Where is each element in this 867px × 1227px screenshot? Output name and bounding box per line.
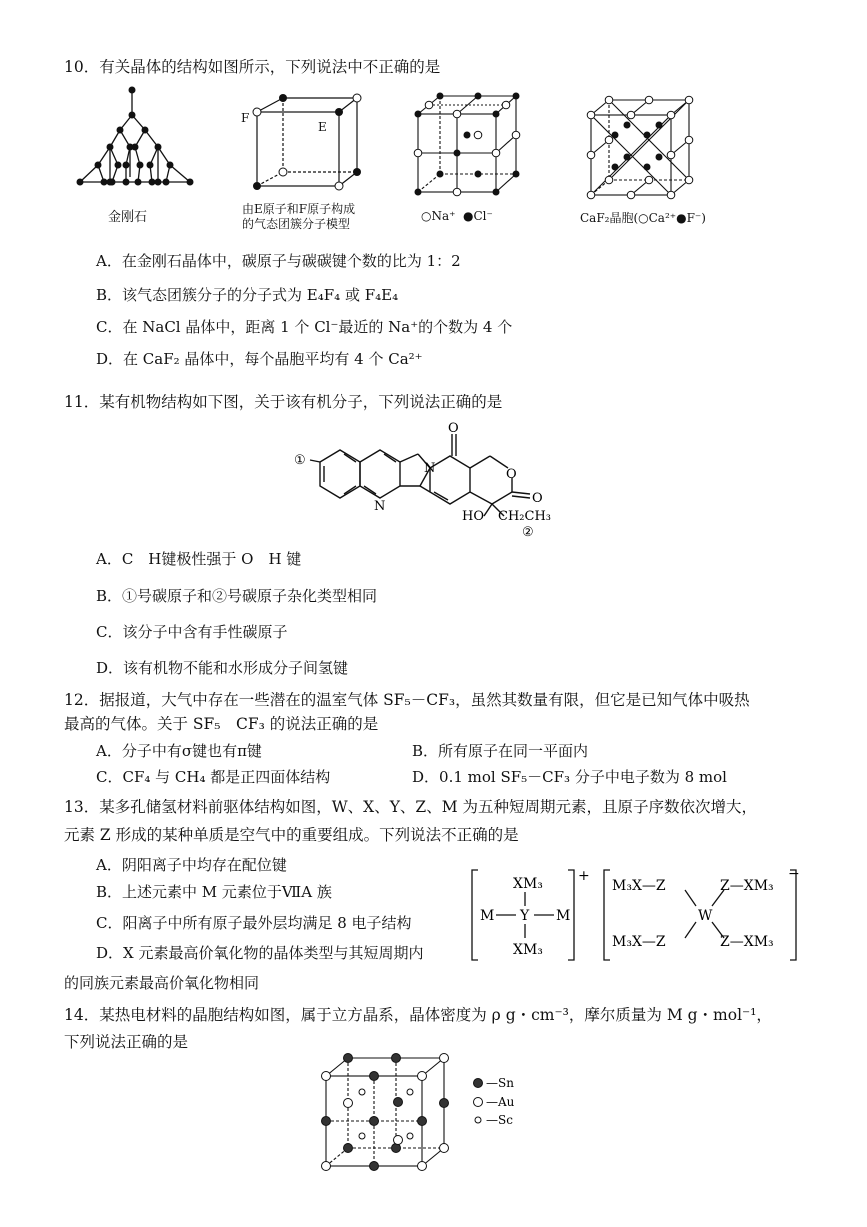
q12-stem-line1: 12．据报道，大气中存在一些潜在的温室气体 SF₅－CF₃，虽然其数量有限，但它是已知气体中吸热 (64, 691, 750, 709)
struct-label-c1: ① (294, 453, 306, 468)
q13-option-b[interactable]: B．上述元素中 M 元素位于ⅦA 族 (96, 883, 332, 901)
struct-label-n2: N (424, 461, 436, 476)
q11-option-d[interactable]: D．该有机物不能和水形成分子间氢键 (96, 659, 349, 677)
cluster-caption-line1: 由E原子和F原子构成 (242, 202, 356, 216)
q10-stem: 10．有关晶体的结构如图所示，下列说法中不正确的是 (64, 58, 441, 76)
cation-left: M (480, 908, 495, 924)
q11-option-a[interactable]: A．C H键极性强于 O H 键 (96, 550, 302, 568)
q11-option-c[interactable]: C．该分子中含有手性碳原子 (96, 623, 288, 641)
q12-stem-line2: 最高的气体。关于 SF₅ CF₃ 的说法正确的是 (64, 715, 379, 733)
q13-option-c[interactable]: C．阳离子中所有原子最外层均满足 8 电子结构 (96, 914, 412, 932)
anion-bottom-left: M₃X—Z (612, 934, 666, 950)
q10-option-c[interactable]: C．在 NaCl 晶体中，距离 1 个 Cl⁻最近的 Na⁺的个数为 4 个 (96, 318, 513, 336)
cation-right: M (556, 908, 571, 924)
q14-stem-line2: 下列说法正确的是 (64, 1033, 189, 1051)
struct-label-ho: HO (462, 509, 484, 524)
struct-label-o2: O (506, 467, 517, 482)
cation-bottom: XM₃ (513, 942, 543, 958)
struct-label-n1: N (374, 499, 386, 514)
q10-option-a[interactable]: A．在金刚石晶体中，碳原子与碳碳键个数的比为 1：2 (96, 252, 461, 270)
struct-label-ethyl: CH₂CH₃ (498, 509, 551, 524)
anion-bottom-right: Z—XM₃ (720, 934, 774, 950)
legend-sc: —Sc (486, 1113, 513, 1127)
cluster-caption-line2: 的气态团簇分子模型 (242, 217, 351, 231)
struct-label-o1: O (448, 421, 459, 436)
legend-au: —Au (486, 1095, 515, 1109)
q10-option-d[interactable]: D．在 CaF₂ 晶体中，每个晶胞平均有 4 个 Ca²⁺ (96, 350, 423, 368)
q13-option-d-line1[interactable]: D．X 元素最高价氧化物的晶体类型与其短周期内 (96, 944, 424, 962)
q10-option-b[interactable]: B．该气态团簇分子的分子式为 E₄F₄ 或 F₄E₄ (96, 286, 399, 304)
q13-option-a[interactable]: A．阴阳离子中均存在配位键 (96, 856, 287, 874)
caf2-crystal-figure (585, 95, 697, 200)
anion-top-right: Z—XM₃ (720, 878, 774, 894)
nacl-crystal-figure (412, 90, 522, 200)
q13-ion-structure (468, 866, 798, 964)
camptothecin-structure (290, 420, 560, 540)
cation-charge: + (578, 868, 590, 884)
thermoelectric-unit-cell (318, 1052, 453, 1172)
q13-stem-line1: 13．某多孔储氢材料前驱体结构如图，W、X、Y、Z、M 为五种短周期元素，且原子序数依次增大， (64, 798, 757, 816)
diamond-structure-figure (70, 85, 200, 200)
nacl-legend-na: ○Na⁺ (421, 209, 456, 223)
q11-option-b[interactable]: B．①号碳原子和②号碳原子杂化类型相同 (96, 587, 378, 605)
anion-charge: − (788, 866, 800, 882)
q13-stem-line2: 元素 Z 形成的某种单质是空气中的重要组成。下列说法不正确的是 (64, 826, 519, 844)
cluster-label-e: E (318, 120, 327, 134)
anion-center: W (698, 908, 713, 924)
q14-legend (470, 1075, 530, 1131)
q11-stem: 11．某有机物结构如下图，关于该有机分子，下列说法正确的是 (64, 393, 503, 411)
struct-label-c2: ② (522, 525, 534, 540)
q12-option-c[interactable]: C．CF₄ 与 CH₄ 都是正四面体结构 (96, 768, 331, 786)
diamond-caption: 金刚石 (108, 210, 148, 225)
nacl-legend-cl: ●Cl⁻ (463, 209, 493, 223)
cluster-label-f: F (241, 111, 250, 125)
cation-top: XM₃ (513, 876, 543, 892)
q13-option-d-line2: 的同族元素最高价氧化物相同 (64, 974, 260, 992)
struct-label-o3: O (532, 491, 543, 506)
q14-stem-line1: 14．某热电材料的晶胞结构如图，属于立方晶系，晶体密度为 ρ g・cm⁻³，摩尔质量为 M g・mol⁻¹， (64, 1006, 772, 1024)
cluster-molecule-figure (245, 92, 370, 192)
legend-sn: —Sn (486, 1076, 514, 1090)
q12-option-b[interactable]: B．所有原子在同一平面内 (412, 742, 589, 760)
q12-option-d[interactable]: D．0.1 mol SF₅－CF₃ 分子中电子数为 8 mol (412, 768, 727, 786)
cation-center: Y (520, 908, 530, 924)
q12-option-a[interactable]: A．分子中有σ键也有π键 (96, 742, 262, 760)
anion-top-left: M₃X—Z (612, 878, 666, 894)
caf2-caption: CaF₂晶胞(○Ca²⁺●F⁻) (580, 211, 706, 225)
